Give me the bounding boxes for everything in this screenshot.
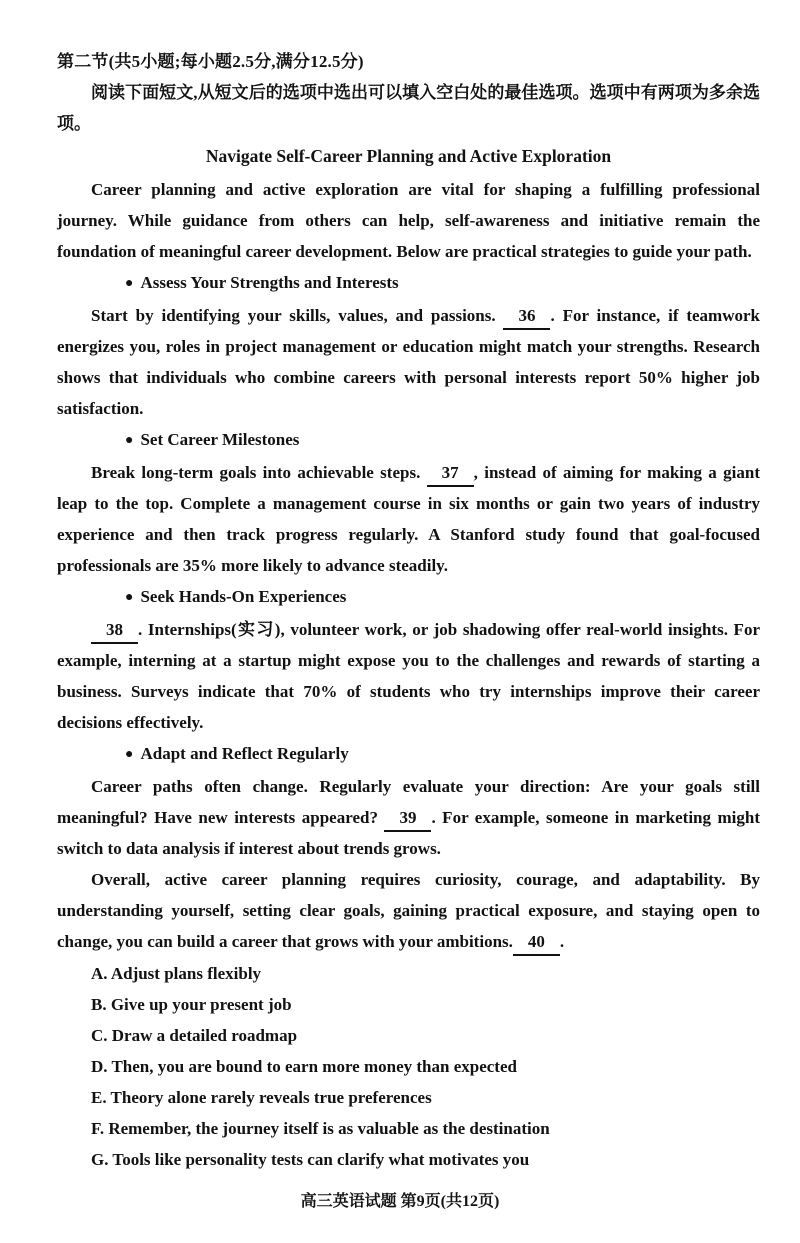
blank-36: 36 [503, 304, 550, 330]
heading-text-1: Assess Your Strengths and Interests [140, 273, 399, 292]
paragraph-36-pre: Start by identifying your skills, values, and passions. [91, 306, 504, 325]
bullet-heading-3 [57, 581, 760, 614]
options-list [91, 958, 760, 1175]
paragraph-37-post: , instead of aiming for making a giant leap to the top. Complete a management course in six months or gain two years of industry experience and then track progress regularly. A Stanford study found that goal-focused professionals are 35% more likely to advance steadily. [57, 463, 760, 575]
paragraph-38 [57, 614, 760, 738]
option-e: E. Theory alone rarely reveals true preferences [91, 1088, 432, 1107]
passage-title: Navigate Self-Career Planning and Active Exploration [205, 146, 612, 166]
option-f: F. Remember, the journey itself is as valuable as the destination [91, 1119, 550, 1138]
closing-pre: Overall, active career planning requires curiosity, courage, and adaptability. By understanding yourself, setting clear goals, gaining practical exposure, and staying open to change, you can build a career that grows with your ambitions. [57, 870, 760, 951]
heading-text-3: Seek Hands-On Experiences [140, 587, 347, 606]
closing-paragraph [57, 864, 760, 957]
bullet-icon: ● [125, 590, 134, 605]
blank-38: 38 [91, 618, 138, 644]
option-a: A. Adjust plans flexibly [91, 964, 262, 983]
bullet-heading-4 [57, 738, 760, 771]
option-b: B. Give up your present job [91, 995, 292, 1014]
paragraph-36 [57, 300, 760, 424]
paragraph-39-post: . For example, someone in marketing might switch to data analysis if interest about trends grows. [57, 808, 760, 858]
paragraph-36-post: . For instance, if teamwork energizes you, roles in project management or education might match your strengths. Research shows that individuals who combine careers with personal interests report 50% higher job satisfaction. [57, 306, 760, 418]
bullet-icon: ● [125, 433, 134, 448]
heading-text-2: Set Career Milestones [140, 430, 300, 449]
instructions: 阅读下面短文,从短文后的选项中选出可以填入空白处的最佳选项。选项中有两项为多余选项。 [57, 83, 760, 133]
bullet-icon: ● [125, 276, 134, 291]
option-d: D. Then, you are bound to earn more money than expected [91, 1057, 517, 1076]
closing-post: . [559, 932, 565, 951]
option-g: G. Tools like personality tests can clarify what motivates you [91, 1150, 530, 1169]
paragraph-37-pre: Break long-term goals into achievable steps. [91, 463, 427, 482]
bullet-icon: ● [125, 747, 134, 762]
heading-text-4: Adapt and Reflect Regularly [140, 744, 349, 763]
page-footer: 高三英语试题 第9页(共12页) [300, 1193, 500, 1210]
intro-paragraph: Career planning and active exploration are vital for shaping a fulfilling professional journey. While guidance from others can help, self-awareness and initiative remain the foundation of meaningful career development. Below are practical strategies to guide your path. [57, 180, 760, 261]
paragraph-38-post: . Internships(实习), volunteer work, or job shadowing offer real-world insights. For example, interning at a startup might expose you to the challenges and rewards of starting a business. Surveys indicate that 70% of students who try internships improve their career decisions effectively. [57, 620, 760, 732]
paragraph-37 [57, 457, 760, 581]
blank-37: 37 [427, 461, 474, 487]
paragraph-39 [57, 771, 760, 864]
option-c: C. Draw a detailed roadmap [91, 1026, 298, 1045]
bullet-heading-1 [57, 267, 760, 300]
blank-40: 40 [513, 930, 560, 956]
section-header: 第二节(共5小题;每小题2.5分,满分12.5分) [57, 52, 364, 71]
paragraph-39-pre: Career paths often change. Regularly evaluate your direction: Are your goals still meaningful? Have new interests appeared? [57, 777, 760, 827]
bullet-heading-2 [57, 424, 760, 457]
blank-39: 39 [384, 806, 431, 832]
